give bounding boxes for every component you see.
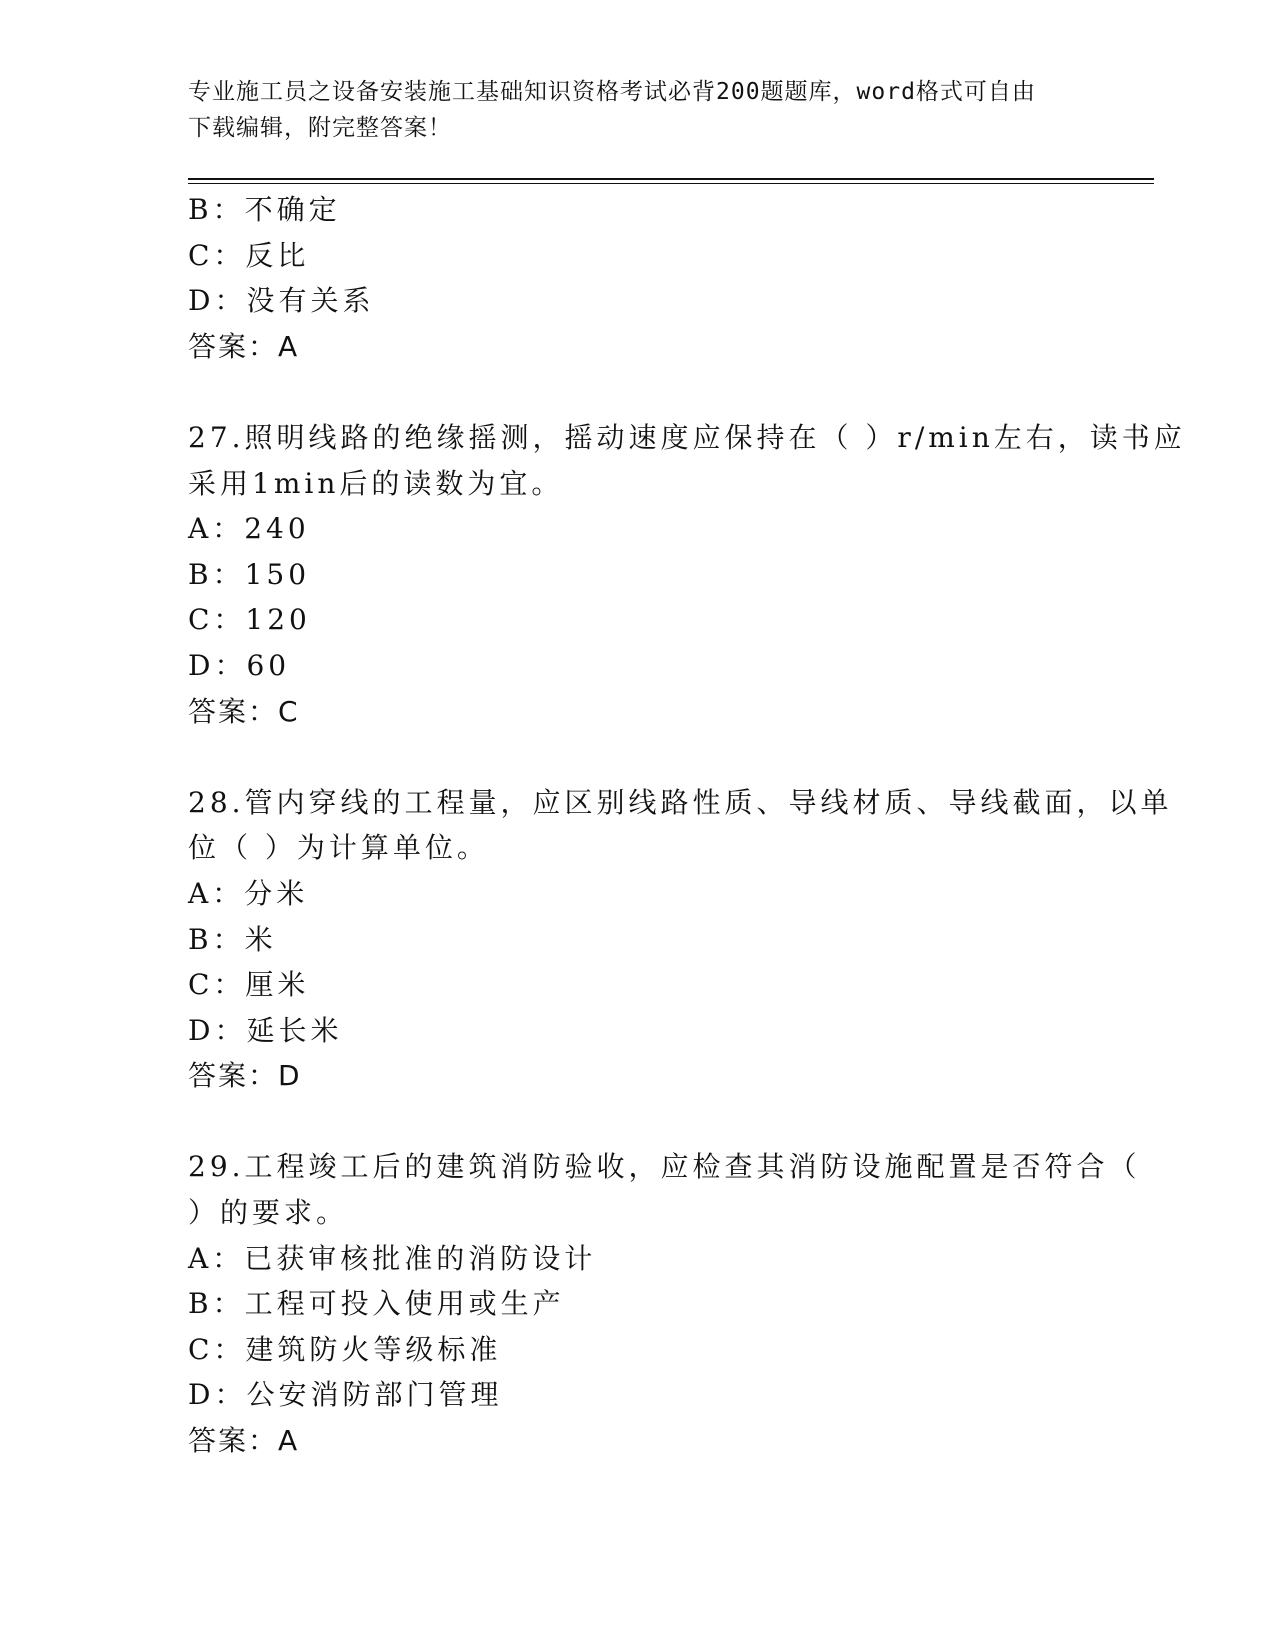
option-c: C：反比	[188, 238, 310, 272]
answer-line: 答案：A	[188, 329, 300, 363]
spacer	[188, 369, 1088, 415]
option-b: B：150	[188, 557, 311, 591]
question-29	[188, 1144, 1141, 1463]
question-stem-line-2: ）的要求。	[188, 1196, 349, 1230]
question-27	[188, 415, 1186, 734]
question-stem-line-2: 位（ ）为计算单位。	[188, 831, 489, 865]
question-stem-line-1: 28.管内穿线的工程量，应区别线路性质、导线材质、导线截面，以单	[188, 785, 1173, 819]
question-stem-line-1: 29.工程竣工后的建筑消防验收，应检查其消防设施配置是否符合（	[188, 1150, 1141, 1184]
option-a: A：分米	[188, 876, 309, 910]
option-d: D：没有关系	[188, 284, 375, 318]
header-line-2: 下载编辑，附完整答案！	[188, 115, 452, 141]
option-b: B：不确定	[188, 193, 341, 226]
option-d: D：延长米	[188, 1013, 343, 1047]
option-d: D：公安消防部门管理	[188, 1378, 503, 1412]
question-stem-line-2: 采用1min后的读数为宜。	[188, 466, 564, 500]
option-a: A：240	[188, 512, 310, 546]
header-divider-thick	[188, 178, 1154, 180]
question-carryover	[188, 187, 1088, 369]
option-b: B：米	[188, 922, 277, 956]
answer-line: 答案：A	[188, 1424, 300, 1458]
spacer	[188, 1099, 1088, 1145]
option-a: A：已获审核批准的消防设计	[188, 1241, 597, 1275]
question-stem-line-1: 27.照明线路的绝缘摇测，摇动速度应保持在（ ）r/min左右，读书应	[188, 420, 1186, 454]
option-c: C：建筑防火等级标准	[188, 1332, 502, 1366]
question-list	[188, 187, 1186, 1464]
option-c: C：厘米	[188, 968, 310, 1002]
document-header	[188, 74, 1088, 146]
spacer	[188, 734, 1088, 780]
header-line-1: 专业施工员之设备安装施工基础知识资格考试必背200题题库，word格式可自由	[188, 79, 1036, 105]
option-d: D：60	[188, 648, 291, 682]
answer-line: 答案：D	[188, 1059, 302, 1093]
option-b: B：工程可投入使用或生产	[188, 1287, 565, 1321]
header-divider-thin	[188, 183, 1154, 184]
question-28	[188, 780, 1173, 1099]
option-c: C：120	[188, 603, 311, 637]
answer-line: 答案：C	[188, 694, 300, 728]
